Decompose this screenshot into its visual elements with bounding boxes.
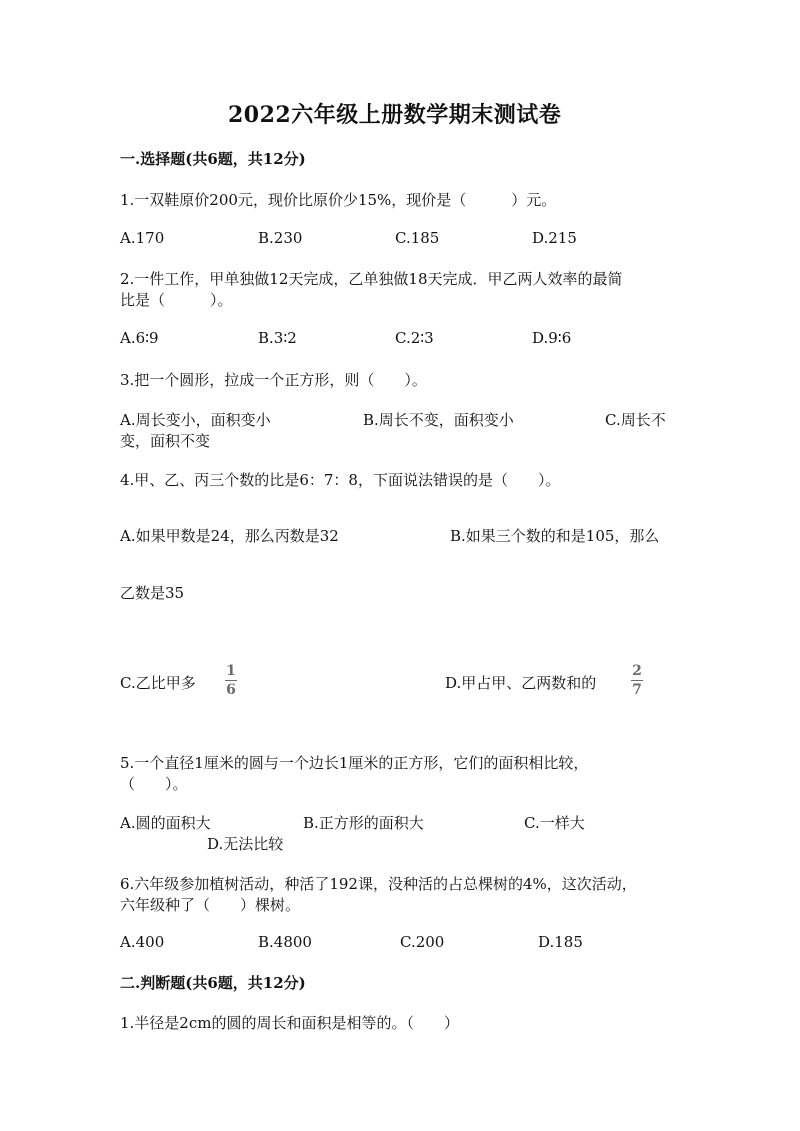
judgement-question-1-text: 1.半径是2cm的圆的周长和面积是相等的。（ ） [120, 1014, 459, 1032]
fraction-two-sevenths [631, 664, 643, 697]
fraction-denominator: 6 [226, 682, 236, 698]
question-3-option-b: B.周长不变，面积变小 [363, 411, 514, 429]
question-2-option-d: D.9∶6 [532, 329, 572, 347]
question-4-option-c: C.乙比甲多 [120, 674, 196, 692]
question-5-option-c: C.一样大 [524, 814, 585, 832]
question-1-option-b: B.230 [258, 229, 303, 247]
question-4-option-b: B.如果三个数的和是105，那么 [450, 527, 660, 545]
question-1-option-d: D.215 [532, 229, 577, 247]
fraction-denominator: 7 [632, 682, 642, 698]
question-2-option-c: C.2∶3 [395, 329, 434, 347]
question-2-option-a: A.6∶9 [120, 329, 159, 347]
question-4-option-b-continued: 乙数是35 [120, 584, 185, 602]
question-1-option-a: A.170 [120, 229, 165, 247]
question-3-option-c: C.周长不 [605, 411, 666, 429]
question-6-option-b: B.4800 [258, 933, 312, 951]
question-1-option-c: C.185 [395, 229, 440, 247]
fraction-bar [631, 680, 643, 681]
question-6-text-line1: 6.六年级参加植树活动，种活了192课，没种活的占总棵树的4%，这次活动， [120, 875, 637, 893]
question-6-option-d: D.185 [538, 933, 583, 951]
question-5-option-d: D.无法比较 [207, 835, 284, 853]
question-3-option-c-continued: 变，面积不变 [120, 432, 211, 450]
question-6-text-line2: 六年级种了（ ）棵树。 [120, 896, 301, 914]
question-5-option-b: B.正方形的面积大 [303, 814, 424, 832]
question-6-option-a: A.400 [120, 933, 165, 951]
question-4-option-a: A.如果甲数是24，那么丙数是32 [120, 527, 339, 545]
question-4-text: 4.甲、乙、丙三个数的比是6：7：8，下面说法错误的是（ ）。 [120, 471, 561, 489]
question-1-text: 1.一双鞋原价200元，现价比原价少15%，现价是（ ）元。 [120, 191, 557, 209]
fraction-numerator: 2 [632, 663, 642, 679]
section-heading-judgement: 二.判断题(共6题，共12分) [120, 974, 306, 992]
question-6-option-c: C.200 [400, 933, 445, 951]
question-2-text-line2: 比是（ ）。 [120, 291, 233, 309]
question-4-option-d: D.甲占甲、乙两数和的 [445, 674, 597, 692]
page-title: 2022六年级上册数学期末测试卷 [228, 102, 562, 128]
question-5-option-a: A.圆的面积大 [120, 814, 211, 832]
fraction-bar [225, 680, 237, 681]
question-3-option-a: A.周长变小，面积变小 [120, 411, 271, 429]
fraction-one-sixth [225, 664, 237, 697]
fraction-numerator: 1 [226, 663, 236, 679]
question-3-text: 3.把一个圆形，拉成一个正方形，则（ ）。 [120, 371, 427, 389]
question-5-text-line1: 5.一个直径1厘米的圆与一个边长1厘米的正方形，它们的面积相比较， [120, 754, 589, 772]
question-5-text-line2: （ ）。 [120, 775, 188, 793]
section-heading-choice: 一.选择题(共6题，共12分) [120, 150, 306, 168]
question-2-option-b: B.3∶2 [258, 329, 297, 347]
question-2-text-line1: 2.一件工作，甲单独做12天完成，乙单独做18天完成．甲乙两人效率的最简 [120, 270, 623, 288]
